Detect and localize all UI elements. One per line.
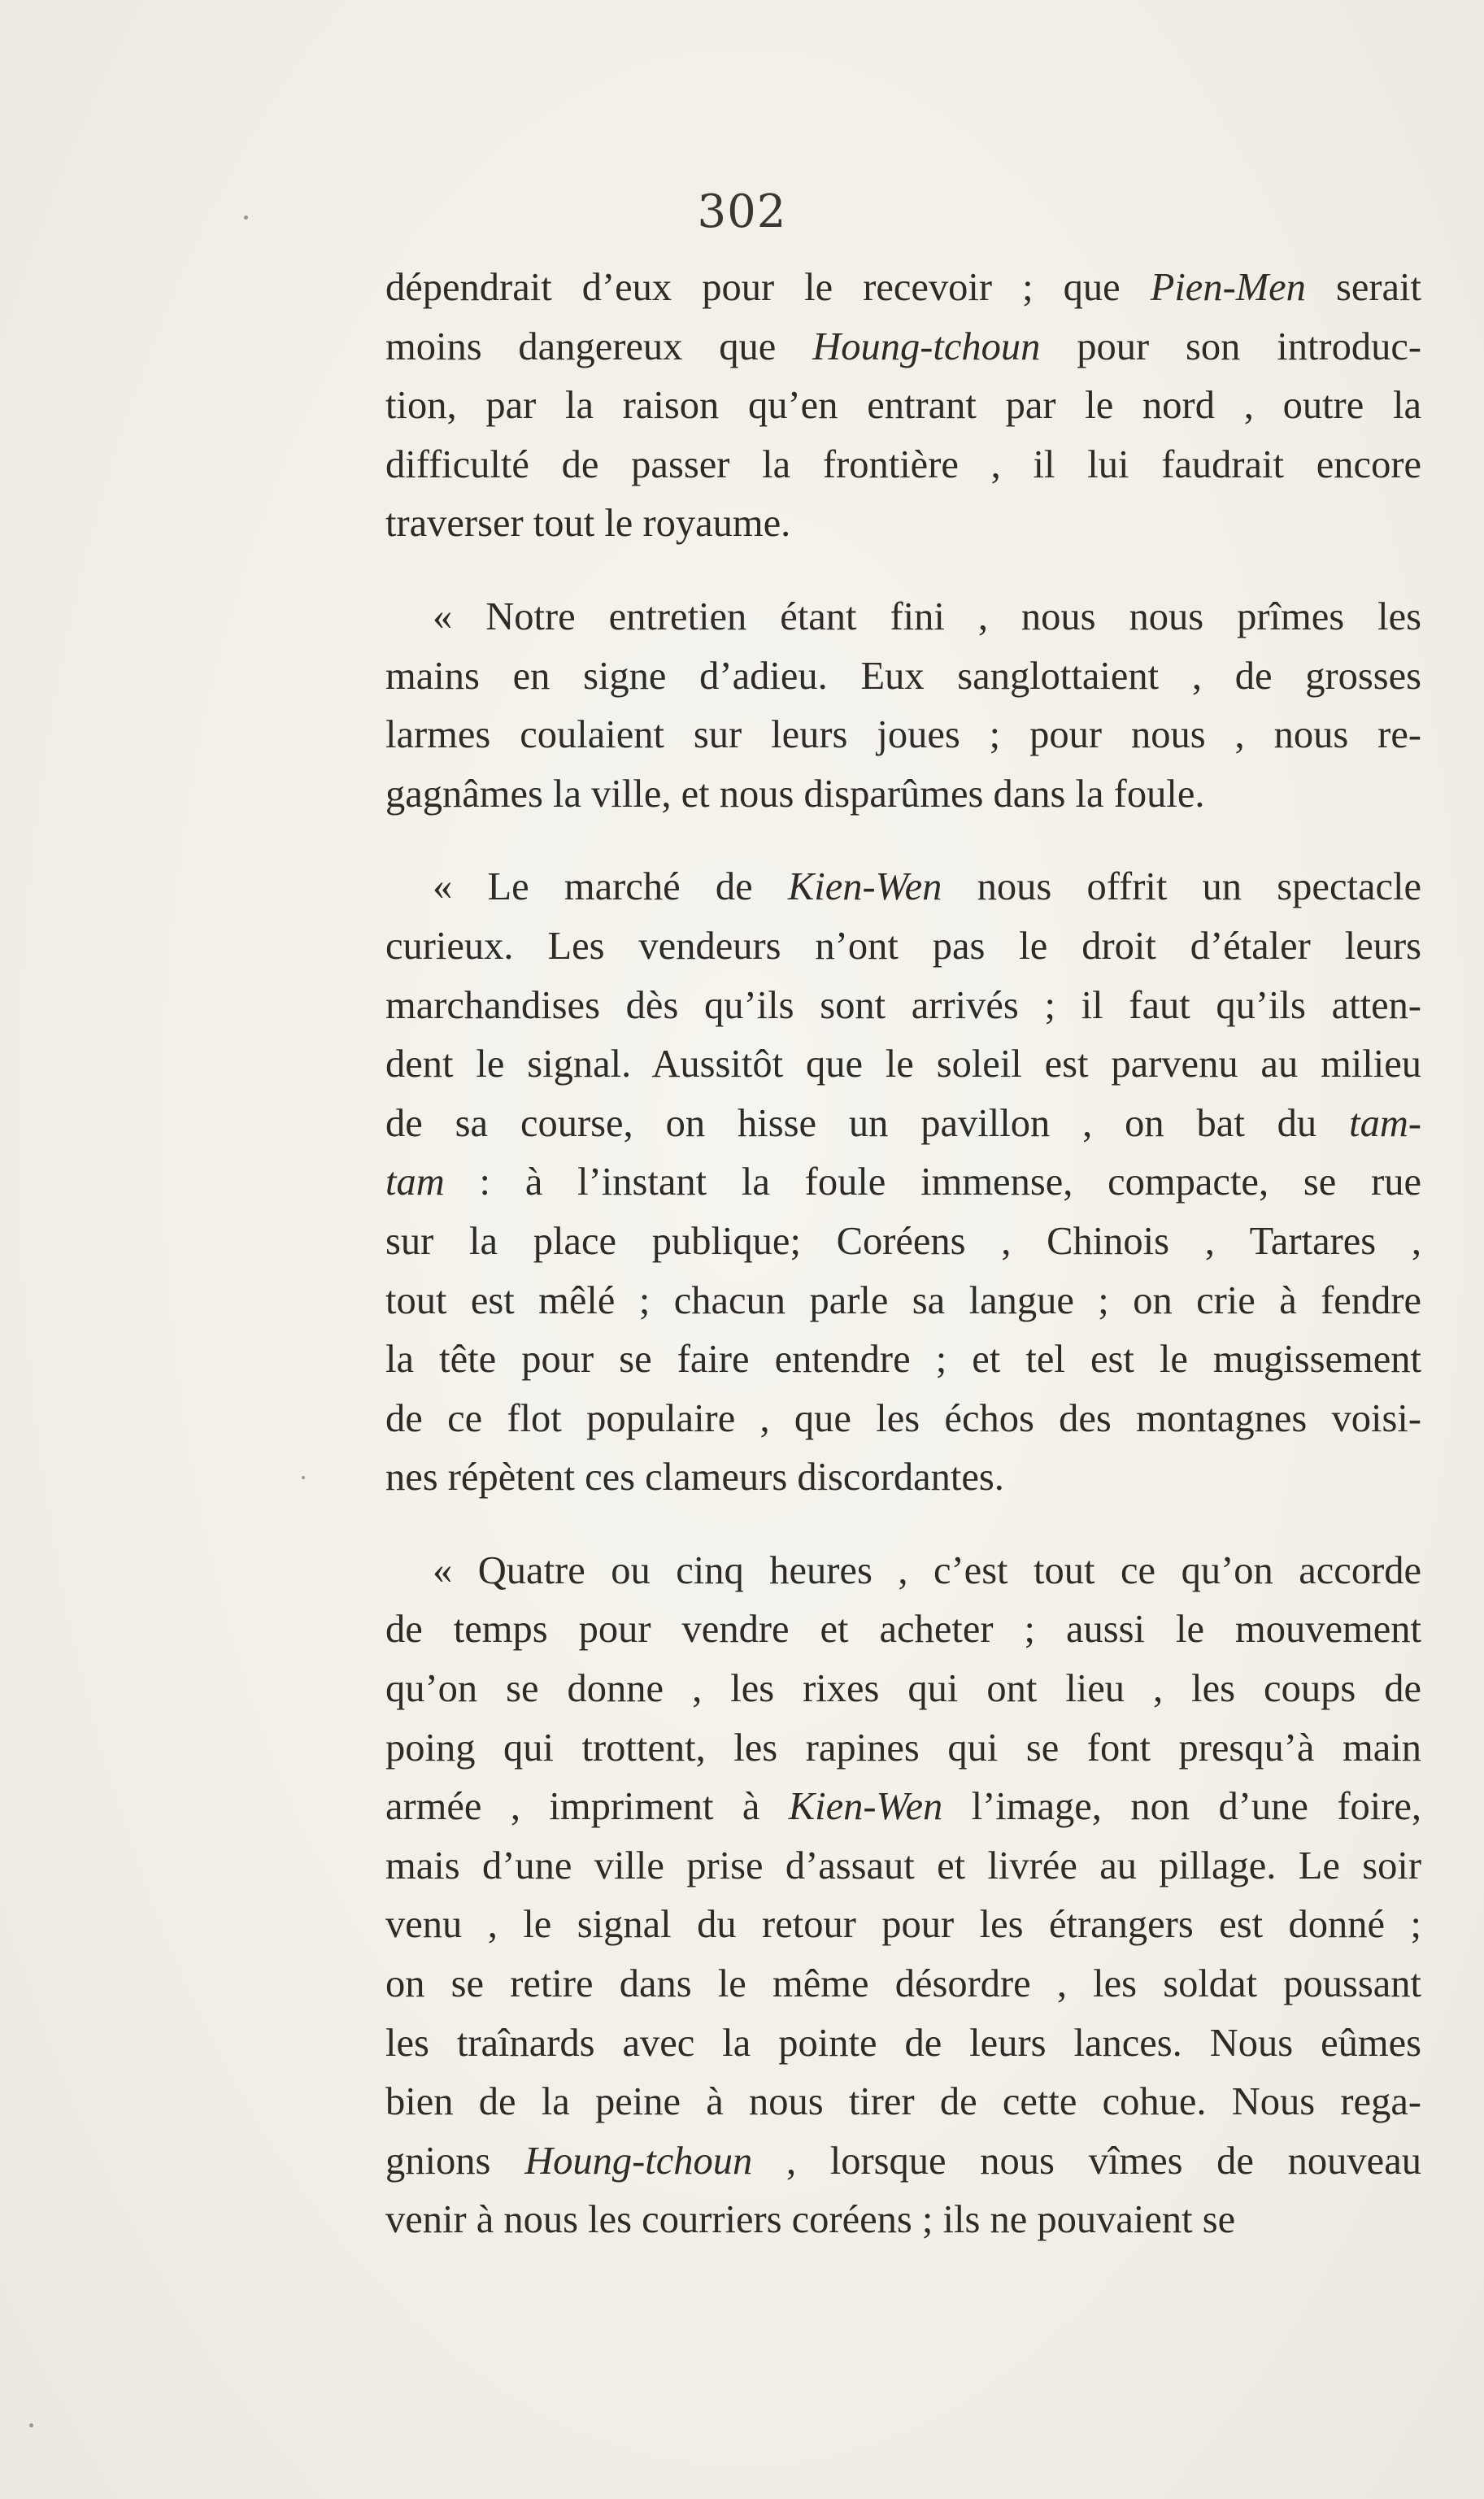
text-run: on se retire dans le même désordre , les soldat poussant xyxy=(385,1962,1421,2006)
page-number: 302 xyxy=(697,185,787,238)
text-run: « Quatre ou cinq heures , c’est tout ce qu’on accorde xyxy=(433,1548,1421,1592)
text-line xyxy=(385,1600,1421,1660)
paper-speck xyxy=(302,1476,305,1479)
paragraph-gap xyxy=(385,1508,1421,1542)
text-line xyxy=(385,377,1421,436)
italic-place-name: Houng-tchoun xyxy=(524,2139,753,2183)
text-run: serait xyxy=(1305,266,1421,309)
text-run: larmes coulaient sur leurs joues ; pour nous , nous re- xyxy=(385,713,1421,757)
text-line xyxy=(385,1896,1421,1955)
italic-place-name: tam xyxy=(385,1160,445,1204)
text-run: gnions xyxy=(385,2139,525,2183)
paragraph xyxy=(385,1542,1421,2250)
text-line xyxy=(385,977,1421,1036)
text-line xyxy=(385,2132,1421,2192)
text-line xyxy=(385,1542,1421,1601)
text-line xyxy=(385,858,1421,917)
text-line xyxy=(385,318,1421,377)
text-run: de ce flot populaire , que les échos des montagnes voisi- xyxy=(385,1396,1421,1440)
text-run: la tête pour se faire entendre ; et tel est le mugissement xyxy=(385,1338,1421,1382)
text-run: tout est mêlé ; chacun parle sa langue ; on crie à fendre xyxy=(385,1278,1421,1322)
text-run: dépendrait d’eux pour le recevoir ; que xyxy=(385,266,1151,309)
text-line xyxy=(385,1837,1421,1896)
text-line xyxy=(385,647,1421,707)
paragraph xyxy=(385,259,1421,554)
italic-place-name: Pien-Men xyxy=(1150,266,1306,309)
text-run: marchandises dès qu’ils sont arrivés ; il faut qu’ils atten- xyxy=(385,983,1421,1027)
text-run: : à l’instant la foule immense, compacte, se rue xyxy=(444,1160,1421,1204)
text-line xyxy=(385,1212,1421,1272)
text-line xyxy=(385,2073,1421,2132)
text-line xyxy=(385,494,1421,554)
text-run: moins dangereux que xyxy=(385,324,813,368)
text-line xyxy=(385,1272,1421,1331)
text-line xyxy=(385,1660,1421,1719)
text-run: armée , impriment à xyxy=(385,1785,789,1829)
text-line xyxy=(385,2014,1421,2074)
text-run: difficulté de passer la frontière , il lui faudrait encore xyxy=(385,442,1421,486)
text-run: curieux. Les vendeurs n’ont pas le droit d’étaler leurs xyxy=(385,924,1421,968)
italic-place-name: Kien-Wen xyxy=(787,865,942,909)
text-line xyxy=(385,259,1421,318)
text-line xyxy=(385,1955,1421,2014)
italic-place-name: Kien-Wen xyxy=(788,1785,943,1829)
text-run: « Notre entretien étant fini , nous nous prîmes les xyxy=(433,594,1421,638)
text-run: l’image, non d’une foire, xyxy=(942,1785,1421,1829)
paragraph xyxy=(385,858,1421,1508)
text-run: bien de la peine à nous tirer de cette cohue. Nous rega- xyxy=(385,2080,1421,2124)
text-run: gagnâmes la ville, et nous disparûmes dans la foule. xyxy=(385,772,1205,816)
text-run: pour son introduc- xyxy=(1040,324,1421,368)
text-run: , lorsque nous vîmes de nouveau xyxy=(752,2139,1421,2183)
italic-place-name: tam- xyxy=(1349,1101,1421,1145)
text-run: tion, par la raison qu’en entrant par le nord , outre la xyxy=(385,384,1421,428)
text-run: « Le marché de xyxy=(433,865,788,909)
text-run: dent le signal. Aussitôt que le soleil est parvenu au milieu xyxy=(385,1043,1421,1086)
italic-place-name: Houng-tchoun xyxy=(812,324,1041,368)
text-line xyxy=(385,436,1421,495)
text-run: mais d’une ville prise d’assaut et livrée au pillage. Le soir xyxy=(385,1844,1421,1887)
text-line xyxy=(385,917,1421,977)
paper-speck xyxy=(29,2423,33,2427)
text-line xyxy=(385,1448,1421,1508)
text-run: nes répètent ces clameurs discordantes. xyxy=(385,1456,1004,1500)
text-line xyxy=(385,2191,1421,2250)
text-run: mains en signe d’adieu. Eux sanglottaient , de grosses xyxy=(385,654,1421,698)
text-run: les traînards avec la pointe de leurs lances. Nous eûmes xyxy=(385,2021,1421,2065)
text-run: qu’on se donne , les rixes qui ont lieu , les coups de xyxy=(385,1667,1421,1711)
text-run: de sa course, on hisse un pavillon , on bat du xyxy=(385,1101,1350,1145)
text-run: venu , le signal du retour pour les étrangers est donné ; xyxy=(385,1903,1421,1947)
text-run: venir à nous les courriers coréens ; ils ne pouvaient se xyxy=(385,2198,1236,2242)
body-text xyxy=(385,259,1421,2250)
paragraph-gap xyxy=(385,824,1421,858)
text-line xyxy=(385,1035,1421,1095)
text-run: de temps pour vendre et acheter ; aussi le mouvement xyxy=(385,1608,1421,1652)
text-line xyxy=(385,1719,1421,1778)
text-line xyxy=(385,1095,1421,1154)
text-line xyxy=(385,765,1421,825)
text-run: poing qui trottent, les rapines qui se font presqu’à main xyxy=(385,1726,1421,1770)
text-line xyxy=(385,1390,1421,1449)
text-run: traverser tout le royaume. xyxy=(385,502,791,546)
paragraph xyxy=(385,588,1421,824)
text-run: sur la place publique; Coréens , Chinois , Tartares , xyxy=(385,1219,1421,1263)
text-run: nous offrit un spectacle xyxy=(942,865,1422,909)
text-line xyxy=(385,588,1421,647)
text-line xyxy=(385,1153,1421,1212)
text-line xyxy=(385,1778,1421,1837)
text-line xyxy=(385,1330,1421,1390)
text-line xyxy=(385,706,1421,765)
paragraph-gap xyxy=(385,554,1421,588)
